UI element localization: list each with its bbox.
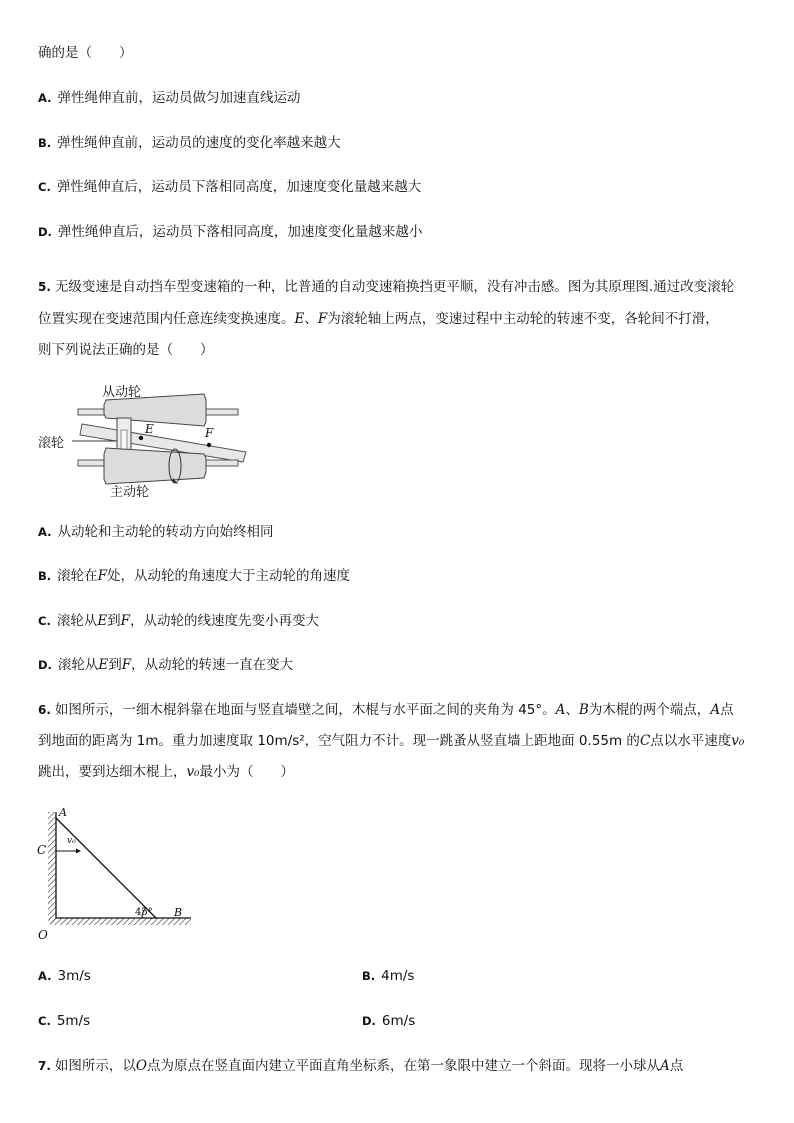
stem-text: 如图所示，一细木棍斜靠在地面与竖直墙壁之间，木棍与水平面之间的夹角为 45°。 (54, 702, 556, 718)
label-f: F (205, 426, 214, 440)
label-c: C (37, 843, 47, 857)
q4-option-a (38, 89, 300, 107)
q7-stem-line1 (38, 1057, 683, 1075)
stem-text: 为滚轮轴上两点，变速过程中主动轮的转速不变，各轮间不打滑， (327, 311, 719, 327)
q5-stem-line3 (38, 341, 214, 359)
symbol-e: E (294, 311, 305, 327)
q6-option-c (38, 1012, 90, 1030)
symbol-v0: v₀ (186, 764, 200, 780)
option-letter: B. (38, 136, 52, 150)
point-e (139, 436, 143, 440)
option-letter: A. (38, 969, 52, 983)
symbol-f: F (97, 568, 108, 584)
symbol-a: A (710, 702, 721, 718)
option-text: ，从动轮的转速一直在变大 (131, 657, 294, 673)
symbol-f: F (317, 311, 328, 327)
q4-option-d (38, 223, 422, 241)
q5-option-b (38, 567, 350, 585)
q5-option-c (38, 612, 319, 630)
option-letter: B. (38, 569, 52, 583)
roller-label: 滚轮 (38, 436, 65, 451)
option-text: 3m/s (57, 968, 91, 984)
stem-text: 跳出，要到达细木棍上， (38, 764, 187, 780)
symbol-o: O (135, 1058, 147, 1074)
stem-text: 位置实现在变速范围内任意连续变换速度。 (38, 311, 295, 327)
q6-option-b (362, 967, 414, 985)
option-text: 滚轮在 (57, 568, 98, 584)
option-letter: D. (38, 658, 52, 672)
stem-text: 到地面的距离为 1m。重力加速度取 10m/s²，空气阻力不计。现一跳蚤从竖直墙上距地面 0.55m 的 (38, 733, 640, 749)
stem-text: 最小为（ ） (199, 764, 295, 780)
driver-wheel (104, 448, 206, 484)
point-f (207, 443, 211, 447)
q6-stem-line3 (38, 763, 294, 781)
separator: 、 (565, 702, 579, 718)
option-letter: D. (362, 1014, 376, 1028)
q4-tail: 确的是（ ） (38, 45, 133, 61)
q6-option-d (362, 1012, 415, 1030)
option-text: 到 (108, 657, 122, 673)
label-b: B (174, 906, 183, 919)
option-text: 弹性绳伸直后，运动员下落相同高度，加速度变化量越来越小 (57, 224, 423, 240)
wall-hatch (48, 812, 56, 924)
symbol-e: E (98, 657, 109, 673)
q5-option-a (38, 523, 273, 541)
symbol-e: E (97, 613, 108, 629)
option-letter: C. (38, 1014, 51, 1028)
symbol-a: A (660, 1058, 670, 1074)
option-text: 到 (107, 613, 121, 629)
q6-stem-line1 (38, 701, 734, 719)
q6-option-a (38, 967, 91, 985)
label-o: O (38, 928, 48, 942)
option-letter: C. (38, 614, 51, 628)
stem-text: 点 (669, 1058, 684, 1074)
option-text: 6m/s (381, 1013, 416, 1029)
cvt-diagram (36, 378, 256, 500)
stick (56, 818, 156, 918)
stem-text: 如图所示，以 (54, 1058, 136, 1074)
option-text: 滚轮从 (56, 613, 98, 629)
question-number: 6. (38, 703, 51, 717)
q5-option-d (38, 656, 293, 674)
symbol-b: B (578, 702, 589, 718)
question-number: 5. (38, 280, 51, 294)
label-angle: 45° (135, 907, 153, 918)
stem-text: 点以水平速度 (650, 733, 732, 749)
arrow-head-icon (76, 849, 81, 854)
separator: 、 (304, 311, 318, 327)
option-text: 5m/s (56, 1013, 91, 1029)
q4-option-b (38, 134, 341, 152)
driver-wheel-label: 主动轮 (110, 485, 150, 500)
symbol-f: F (121, 657, 132, 673)
stem-text: 为木棍的两个端点， (588, 702, 711, 718)
q6-stem-line2 (38, 732, 744, 750)
symbol-v0: v₀ (731, 733, 745, 749)
symbol-c: C (639, 733, 651, 749)
label-a: A (59, 806, 67, 819)
stem-text: 点 (720, 702, 734, 718)
option-text: 弹性绳伸直前，运动员做匀加速直线运动 (57, 90, 301, 106)
symbol-f: F (120, 613, 131, 629)
option-text: 弹性绳伸直后，运动员下落相同高度，加速度变化量越来越大 (56, 179, 422, 195)
symbol-a: A (555, 702, 566, 718)
stem-text: 则下列说法正确的是（ ） (38, 342, 214, 358)
option-letter: D. (38, 225, 52, 239)
stem-text: 无级变速是自动挡车型变速箱的一种，比普通的自动变速箱换挡更平顺，没有冲击感。图为其原理图.通过改变滚轮 (54, 279, 735, 295)
option-text: 滚轮从 (57, 657, 99, 673)
stem-text: 点为原点在竖直面内建立平面直角坐标系，在第一象限中建立一个斜面。现将一小球从 (147, 1058, 660, 1074)
ground-hatch (50, 918, 191, 925)
label-v0: v₀ (67, 836, 76, 846)
option-text: 4m/s (381, 968, 415, 984)
label-e: E (145, 422, 154, 436)
option-text: 从动轮和主动轮的转动方向始终相同 (57, 524, 274, 540)
option-text: 弹性绳伸直前，运动员的速度的变化率越来越大 (57, 135, 341, 151)
question-number: 7. (38, 1059, 51, 1073)
stick-wall-diagram (34, 804, 196, 942)
driven-wheel-label: 从动轮 (102, 385, 142, 400)
option-letter: A. (38, 525, 52, 539)
option-text: 处，从动轮的角速度大于主动轮的角速度 (107, 568, 351, 584)
q5-stem-line1 (38, 278, 734, 296)
q5-stem-line2 (38, 310, 719, 328)
q4-option-c (38, 178, 421, 196)
option-text: ，从动轮的线速度先变小再变大 (130, 613, 320, 629)
option-letter: C. (38, 180, 51, 194)
option-letter: B. (362, 969, 376, 983)
option-letter: A. (38, 91, 52, 105)
